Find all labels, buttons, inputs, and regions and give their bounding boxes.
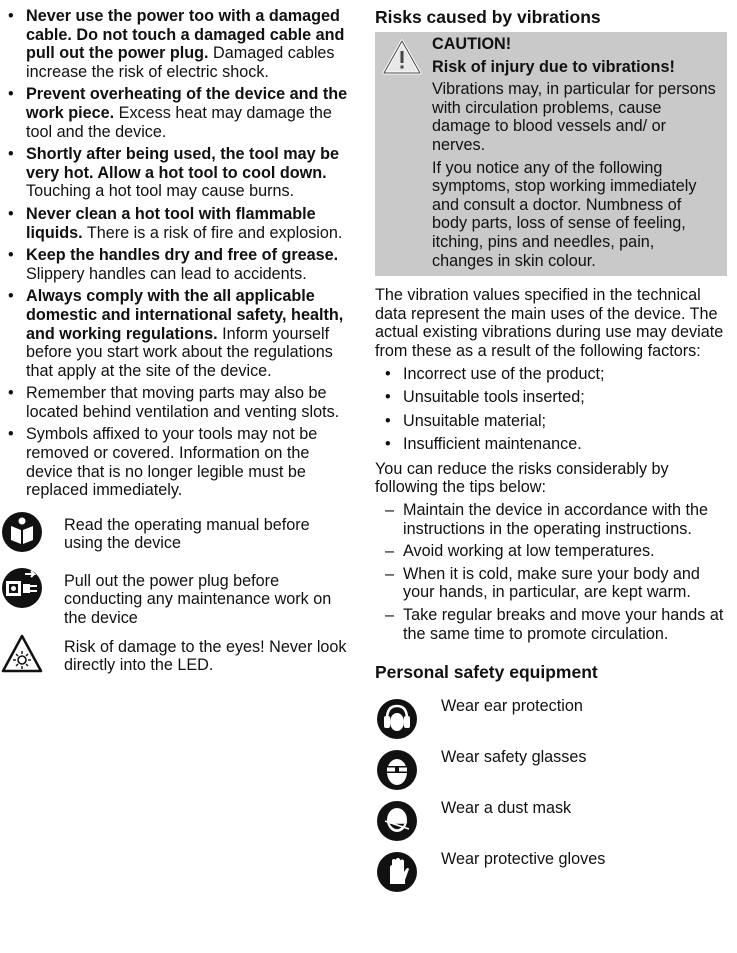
pull-power-plug-icon: [0, 566, 44, 610]
list-item: • Never use the power too with a damaged cable. Do not touch a damaged cable and pull out the power plug. Damaged cables increase the risk of electric shock.: [8, 7, 345, 81]
list-item: • Incorrect use of the product;: [385, 364, 605, 383]
ppe-text: Wear protective gloves: [441, 850, 606, 869]
protective-gloves-icon: [375, 850, 419, 894]
warning-triangle-icon: [381, 38, 423, 76]
read-manual-icon: [0, 510, 44, 554]
ppe-text: Wear ear protection: [441, 697, 583, 716]
list-item: • Remember that moving parts may also be located behind ventilation and venting slots.: [8, 384, 340, 421]
symbol-row-led: [0, 638, 352, 684]
list-item: • Insufficient maintenance.: [385, 435, 582, 454]
list-item: • Prevent overheating of the device and the work piece. Excess heat may damage the tool and the device.: [8, 85, 348, 141]
list-item: – Take regular breaks and move your hands at the same time to promote circulation.: [385, 606, 724, 643]
ppe-row-gloves: [375, 850, 727, 901]
safety-glasses-icon: [375, 748, 419, 792]
symbol-text: Read the operating manual before using the device: [64, 515, 310, 553]
symbol-text: Pull out the power plug before conducting any maintenance work on the device: [64, 571, 332, 628]
safety-list: [0, 7, 352, 500]
symbol-row-power-plug: [0, 572, 352, 628]
list-item: • Keep the handles dry and free of grease. Slippery handles can lead to accidents.: [8, 246, 339, 283]
caution-para-2: If you notice any of the following symptoms, stop working immediately and consult a doctor. Numbness of body parts, loss of sense of feeling, itching, pins and needles, pain, changes in skin colour.: [432, 158, 697, 270]
caution-label: CAUTION!: [432, 35, 512, 53]
ppe-row-mask: [375, 799, 727, 850]
list-item: • Unsuitable tools inserted;: [385, 388, 585, 407]
ppe-heading: Personal safety equipment: [375, 662, 598, 683]
caution-title: Risk of injury due to vibrations!: [432, 57, 675, 76]
symbol-text: Risk of damage to the eyes! Never look directly into the LED.: [64, 637, 347, 675]
list-item: – Maintain the device in accordance with the instructions in the operating instructions.: [385, 501, 709, 538]
list-item: – When it is cold, make sure your body and your hands, in particular, are kept warm.: [385, 564, 700, 602]
tips-list: [375, 501, 727, 643]
list-item: • Never clean a hot tool with flammable liquids. There is a risk of fire and explosion.: [8, 204, 343, 242]
ear-protection-icon: [375, 697, 419, 741]
ppe-row-ear: [375, 697, 727, 748]
reduce-text: You can reduce the risks considerably by following the tips below:: [375, 459, 669, 497]
list-item: • Symbols affixed to your tools may not be removed or covered. Information on the device that is no longer legible must be replaced immediately.: [8, 425, 318, 500]
list-item: • Unsuitable material;: [385, 411, 547, 430]
ppe-text: Wear safety glasses: [441, 748, 587, 767]
ppe-text: Wear a dust mask: [441, 799, 572, 818]
list-item: • Always comply with the all applicable domestic and international safety, health, and working regulations. Inform yourself before you start work about the regulations that apply at the site of the device.: [8, 287, 344, 380]
vibration-intro: The vibration values specified in the technical data represent the main uses of the device. The actual existing vibrations during use may deviate from these as a result of the following factors:: [375, 286, 724, 360]
vibration-body: [375, 286, 727, 643]
ppe-row-glasses: [375, 748, 727, 799]
led-eye-hazard-icon: [0, 632, 44, 676]
list-item: – Avoid working at low temperatures.: [385, 542, 655, 561]
caution-para-1: Vibrations may, in particular for persons with circulation problems, cause damage to blood vessels and/ or nerves.: [432, 80, 716, 154]
vibration-heading: Risks caused by vibrations: [375, 7, 601, 27]
right-column: [375, 6, 727, 901]
factor-list: [375, 365, 727, 454]
caution-box: [375, 32, 727, 276]
left-column: [0, 7, 352, 694]
dust-mask-icon: [375, 799, 419, 843]
list-item: • Shortly after being used, the tool may be very hot. Allow a hot tool to cool down. Touching a hot tool may cause burns.: [8, 145, 340, 201]
symbol-row-read-manual: [0, 516, 352, 562]
